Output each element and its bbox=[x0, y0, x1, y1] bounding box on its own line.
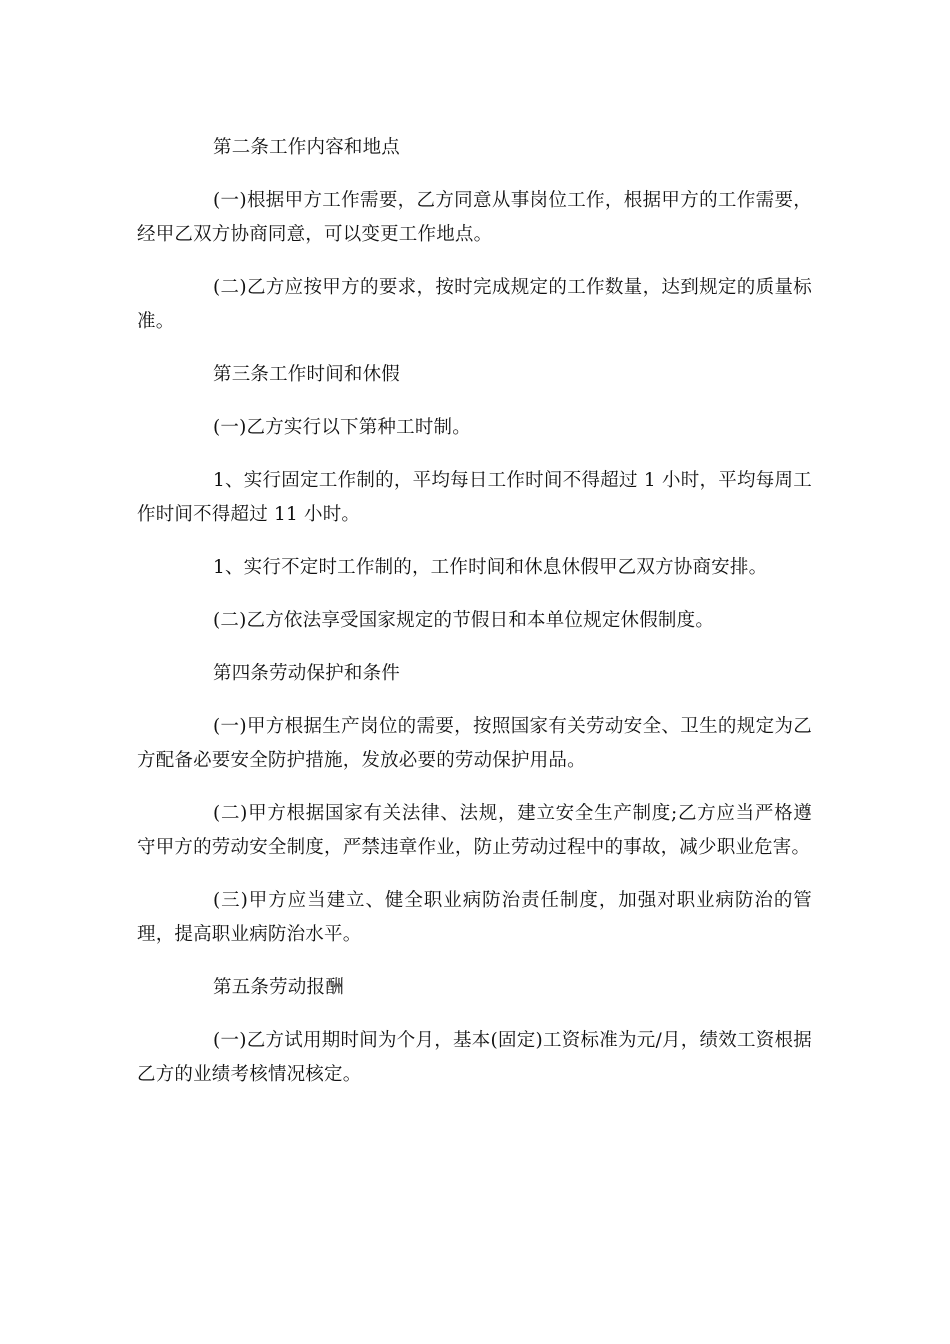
clause-4-1: (一)甲方根据生产岗位的需要，按照国家有关劳动安全、卫生的规定为乙方配备必要安全防护措施，发放必要的劳动保护用品。 bbox=[137, 716, 812, 771]
clause-4-2: (二)甲方根据国家有关法律、法规，建立安全生产制度;乙方应当严格遵守甲方的劳动安全制度，严禁违章作业，防止劳动过程中的事故，减少职业危害。 bbox=[137, 803, 812, 858]
clause-2-2: (二)乙方应按甲方的要求，按时完成规定的工作数量，达到规定的质量标准。 bbox=[137, 277, 812, 332]
article-heading-4: 第四条劳动保护和条件 bbox=[213, 663, 401, 684]
clause-2-1: (一)根据甲方工作需要，乙方同意从事岗位工作，根据甲方的工作需要，经甲乙双方协商同意，可以变更工作地点。 bbox=[137, 190, 812, 245]
article-heading-3: 第三条工作时间和休假 bbox=[213, 364, 401, 385]
article-heading-2: 第二条工作内容和地点 bbox=[213, 137, 401, 158]
clause-3-1: (一)乙方实行以下第种工时制。 bbox=[213, 417, 471, 438]
clause-4-3: (三)甲方应当建立、健全职业病防治责任制度，加强对职业病防治的管理，提高职业病防治水平。 bbox=[137, 890, 812, 945]
article-heading-5: 第五条劳动报酬 bbox=[213, 977, 344, 998]
document-body bbox=[137, 131, 812, 1111]
clause-3-1-item-b: 1、实行不定时工作制的，工作时间和休息休假甲乙双方协商安排。 bbox=[213, 557, 768, 578]
clause-3-1-item-a: 1、实行固定工作制的，平均每日工作时间不得超过 1 小时，平均每周工作时间不得超过 11 小时。 bbox=[137, 470, 812, 525]
clause-5-1: (一)乙方试用期时间为个月，基本(固定)工资标准为元/月，绩效工资根据乙方的业绩考核情况核定。 bbox=[137, 1030, 812, 1085]
clause-3-2: (二)乙方依法享受国家规定的节假日和本单位规定休假制度。 bbox=[213, 610, 715, 631]
